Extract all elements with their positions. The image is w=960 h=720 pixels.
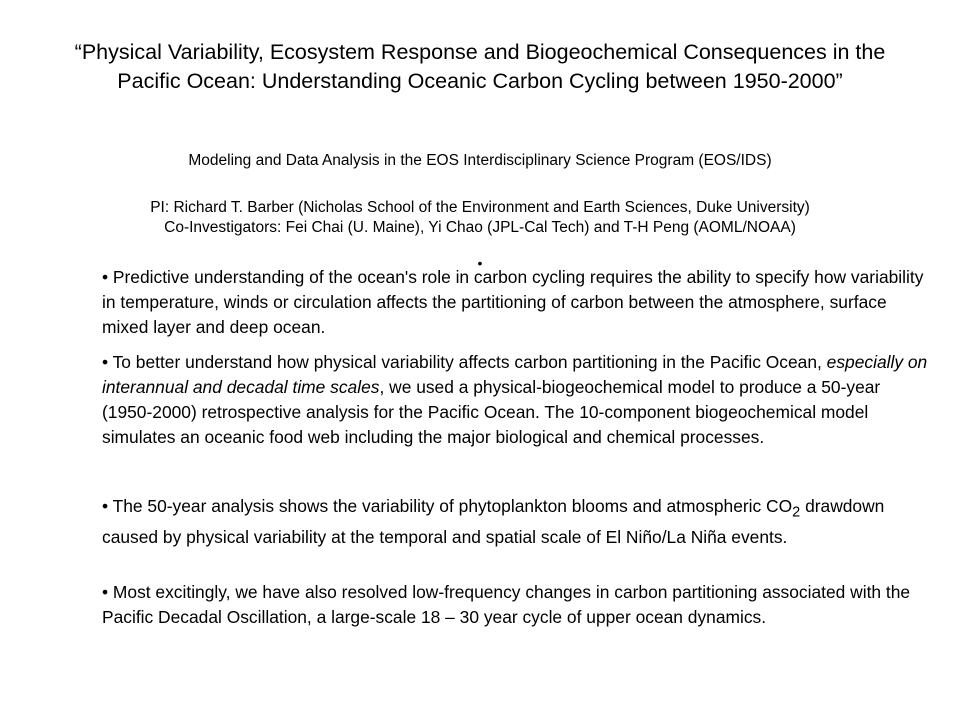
bullet-item: • Most excitingly, we have also resolved low-frequency changes in carbon partitioning associated with the Pacific Decadal Oscillation, a large-scale 18 – 30 year cycle of upper ocean dynamics. <box>102 582 911 627</box>
bullet-item <box>102 350 932 450</box>
investigators <box>40 198 920 238</box>
stray-bullet: • <box>477 255 483 271</box>
pi-line: PI: Richard T. Barber (Nicholas School of the Environment and Earth Sciences, Duke University) <box>150 199 810 216</box>
bullet-text: drawdown caused by physical variability at the temporal and spatial scale of El Niño/La Niña events. <box>102 496 885 548</box>
bullet-text: • To better understand how physical variability affects carbon partitioning in the Pacific Ocean, <box>102 352 827 372</box>
bullet-item <box>102 494 932 550</box>
co2-subscript: 2 <box>792 504 801 521</box>
co-investigators-line: Co-Investigators: Fei Chai (U. Maine), Yi Chao (JPL-Cal Tech) and T-H Peng (AOML/NOAA) <box>164 219 796 236</box>
program-subtitle: Modeling and Data Analysis in the EOS Interdisciplinary Science Program (EOS/IDS) <box>188 152 772 169</box>
slide-title: “Physical Variability, Ecosystem Response and Biogeochemical Consequences in the Pacific Ocean: Understanding Oceanic Carbon Cycling between 1950-2000” <box>74 40 886 93</box>
bullet-text: • The 50-year analysis shows the variability of phytoplankton blooms and atmospheric CO <box>102 496 793 516</box>
bullet-text: , we used a physical-biogeochemical model to produce a 50-year (1950-2000) retrospective analysis for the Pacific Ocean. The 10-component biogeochemical model simulates an oceanic food web including the major biological and chemical processes. <box>102 377 881 447</box>
bullet-item: • Predictive understanding of the ocean's role in carbon cycling requires the ability to specify how variability in temperature, winds or circulation affects the partitioning of carbon between the atmosphere, surface mixed layer and deep ocean. <box>102 267 924 337</box>
bullet-emphasis: especially on interannual and decadal time scales <box>102 352 928 397</box>
